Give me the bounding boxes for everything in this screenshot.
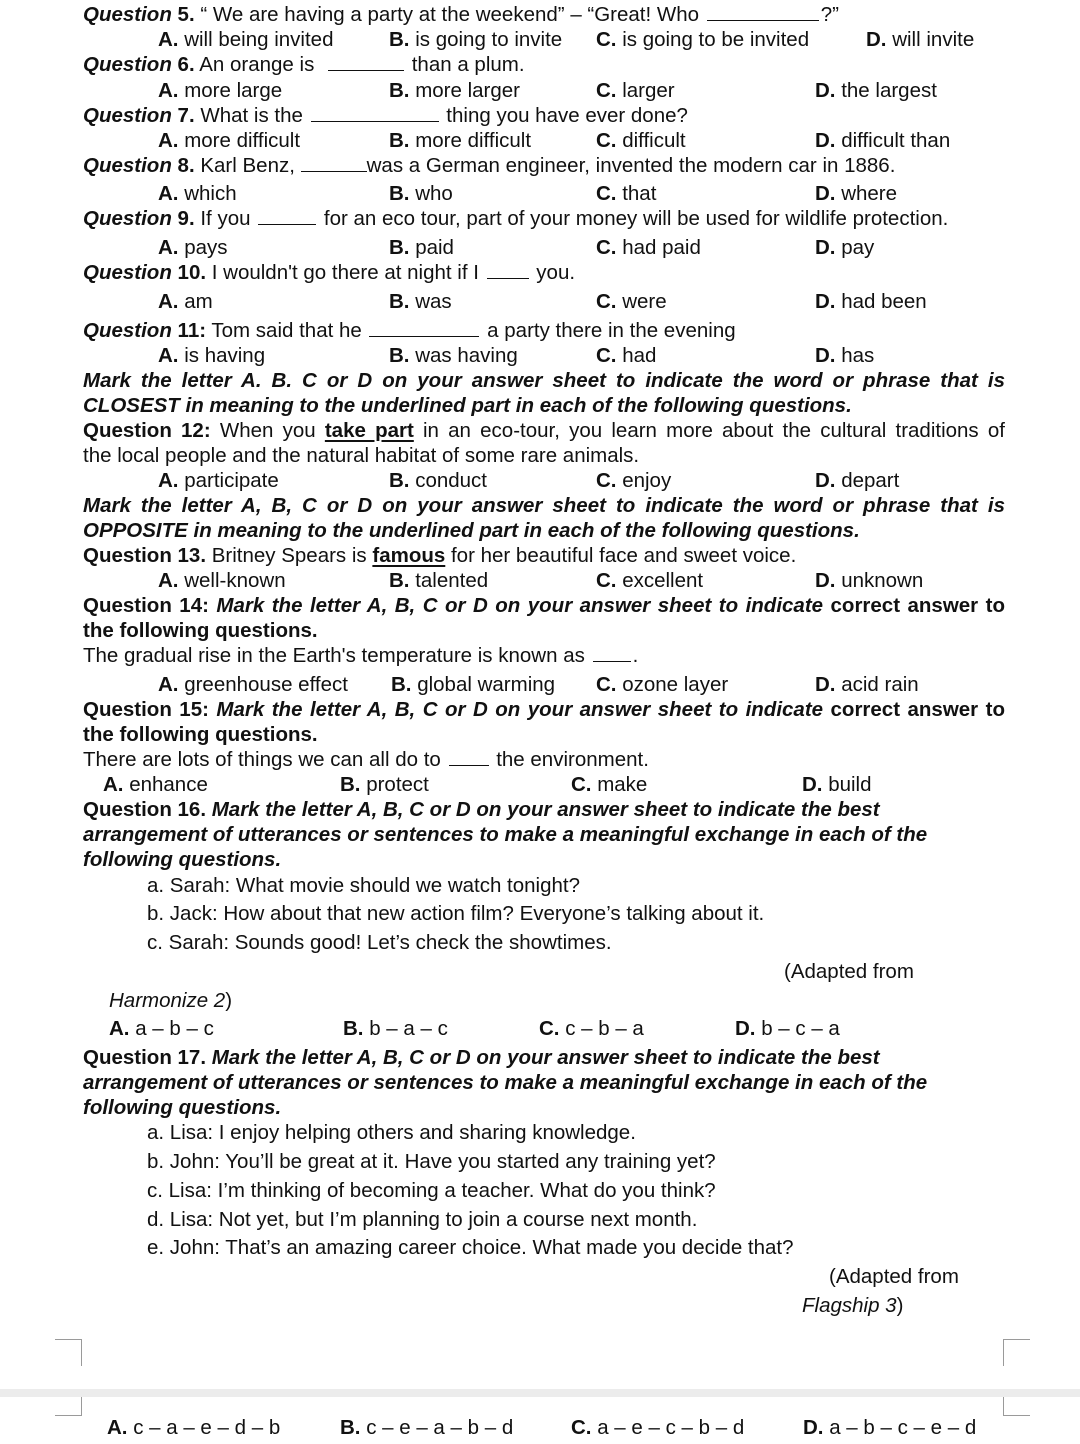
option-d[interactable]: D. where xyxy=(815,182,898,205)
question-label: Question 13. xyxy=(83,544,207,567)
option-d[interactable]: D. the largest xyxy=(815,79,937,102)
question-12-stem: Question 12: When you take part in an eco-tour, you learn more about the cultural traditions of xyxy=(83,419,1005,442)
option-b[interactable]: B. talented xyxy=(389,569,489,592)
instruction-closest-line2: CLOSEST in meaning to the underlined part in each of the following questions. xyxy=(83,394,852,417)
option-a[interactable]: A. well-known xyxy=(158,569,286,592)
crop-mark-top-left xyxy=(55,1339,82,1366)
question-number: 10. xyxy=(177,261,207,284)
option-a[interactable]: A. pays xyxy=(158,236,228,259)
option-d[interactable]: D. b – c – a xyxy=(735,1017,840,1040)
option-c[interactable]: C. ozone layer xyxy=(596,673,729,696)
question-number: 8. xyxy=(177,154,195,177)
option-d[interactable]: D. difficult than xyxy=(815,129,951,152)
option-d[interactable]: D. a – b – c – e – d xyxy=(803,1416,977,1439)
option-b[interactable]: B. was xyxy=(389,290,452,313)
answer-blank xyxy=(369,318,479,337)
question-9-stem: Question 9. If you for an eco tour, part of your money will be used for wildlife protection. xyxy=(83,207,949,230)
question-number: 5. xyxy=(177,3,195,26)
question-13-stem: Question 13. Britney Spears is famous for her beautiful face and sweet voice. xyxy=(83,544,797,567)
option-c[interactable]: C. is going to be invited xyxy=(596,28,810,51)
option-d[interactable]: D. acid rain xyxy=(815,673,919,696)
question-number: 11: xyxy=(177,319,207,342)
question-label: Question 14: xyxy=(83,594,209,617)
option-a[interactable]: A. am xyxy=(158,290,213,313)
source-citation-title: Harmonize 2) xyxy=(109,989,233,1012)
dialogue-line-a: a. Lisa: I enjoy helping others and sharing knowledge. xyxy=(147,1121,636,1144)
question-number: 7. xyxy=(177,104,195,127)
option-c[interactable]: C. excellent xyxy=(596,569,704,592)
question-11-stem: Question 11: Tom said that he a party there in the evening xyxy=(83,319,736,342)
source-citation: (Adapted from xyxy=(784,960,914,983)
option-b[interactable]: B. who xyxy=(389,182,453,205)
option-c[interactable]: C. larger xyxy=(596,79,675,102)
dialogue-line-c: c. Lisa: I’m thinking of becoming a teacher. What do you think? xyxy=(147,1179,716,1202)
dialogue-line-c: c. Sarah: Sounds good! Let’s check the showtimes. xyxy=(147,931,612,954)
answer-blank xyxy=(328,52,404,71)
answer-blank xyxy=(707,2,819,21)
option-c[interactable]: C. a – e – c – b – d xyxy=(571,1416,745,1439)
instruction-closest-line1: Mark the letter A. B. C or D on your answer sheet to indicate the word or phrase that is xyxy=(83,369,1005,392)
option-c[interactable]: C. make xyxy=(571,773,648,796)
answer-blank xyxy=(449,747,489,766)
option-d[interactable]: D. had been xyxy=(815,290,927,313)
option-c[interactable]: C. enjoy xyxy=(596,469,672,492)
answer-blank xyxy=(301,153,367,172)
underlined-phrase: take part xyxy=(324,419,414,442)
answer-blank xyxy=(311,103,439,122)
option-a[interactable]: A. will being invited xyxy=(158,28,334,51)
question-label: Question xyxy=(83,3,172,26)
option-d[interactable]: D. has xyxy=(815,344,875,367)
question-16-header-line2: arrangement of utterances or sentences to make a meaningful exchange in each of the xyxy=(83,823,928,846)
option-d[interactable]: D. depart xyxy=(815,469,900,492)
crop-mark-bottom-right xyxy=(1003,1397,1030,1416)
option-b[interactable]: B. was having xyxy=(389,344,518,367)
dialogue-line-b: b. John: You’ll be great at it. Have you started any training yet? xyxy=(147,1150,716,1173)
option-a[interactable]: A. c – a – e – d – b xyxy=(107,1416,281,1439)
source-citation: (Adapted from xyxy=(829,1265,959,1288)
instruction-opposite-line2: OPPOSITE in meaning to the underlined part in each of the following questions. xyxy=(83,519,860,542)
option-c[interactable]: C. had paid xyxy=(596,236,701,259)
option-b[interactable]: B. c – e – a – b – d xyxy=(340,1416,514,1439)
option-b[interactable]: B. global warming xyxy=(391,673,556,696)
question-6-stem: Question 6. An orange is than a plum. xyxy=(83,53,525,76)
question-15-header-line2: the following questions. xyxy=(83,723,318,746)
answer-blank xyxy=(258,206,316,225)
question-16-header: Question 16. Mark the letter A, B, C or D on your answer sheet to indicate the best xyxy=(83,798,880,821)
question-number: 6. xyxy=(177,53,195,76)
option-a[interactable]: A. more difficult xyxy=(158,129,301,152)
question-14-header-line2: the following questions. xyxy=(83,619,318,642)
option-b[interactable]: B. conduct xyxy=(389,469,487,492)
underlined-word: famous xyxy=(372,544,446,567)
question-8-stem: Question 8. Karl Benz, was a German engineer, invented the modern car in 1886. xyxy=(83,154,896,177)
question-label: Question xyxy=(83,53,172,76)
option-a[interactable]: A. is having xyxy=(158,344,266,367)
question-number: 9. xyxy=(177,207,195,230)
option-a[interactable]: A. more large xyxy=(158,79,283,102)
question-label: Question 12: xyxy=(83,419,211,442)
question-16-header-line3: following questions. xyxy=(83,848,282,871)
question-label: Question 16. xyxy=(83,798,207,821)
option-c[interactable]: C. were xyxy=(596,290,667,313)
question-label: Question xyxy=(83,207,172,230)
question-17-header: Question 17. Mark the letter A, B, C or D on your answer sheet to indicate the best xyxy=(83,1046,880,1069)
dialogue-line-d: d. Lisa: Not yet, but I’m planning to join a course next month. xyxy=(147,1208,698,1231)
question-15-header: Question 15: Mark the letter A, B, C or D on your answer sheet to indicate correct answer to xyxy=(83,698,1005,721)
question-17-header-line2: arrangement of utterances or sentences to make a meaningful exchange in each of the xyxy=(83,1071,928,1094)
question-10-stem: Question 10. I wouldn't go there at night if I you. xyxy=(83,261,576,284)
question-17-header-line3: following questions. xyxy=(83,1096,282,1119)
option-a[interactable]: A. enhance xyxy=(103,773,208,796)
question-label: Question xyxy=(83,104,172,127)
option-b[interactable]: B. b – a – c xyxy=(343,1017,448,1040)
option-b[interactable]: B. paid xyxy=(389,236,454,259)
question-14-stem: The gradual rise in the Earth's temperature is known as . xyxy=(83,644,639,667)
question-7-stem: Question 7. What is the thing you have ever done? xyxy=(83,104,688,127)
question-14-header: Question 14: Mark the letter A, B, C or D on your answer sheet to indicate correct answer to xyxy=(83,594,1005,617)
option-a[interactable]: A. participate xyxy=(158,469,279,492)
option-c[interactable]: C. that xyxy=(596,182,657,205)
option-a[interactable]: A. greenhouse effect xyxy=(158,673,348,696)
option-a[interactable]: A. a – b – c xyxy=(109,1017,214,1040)
answer-blank xyxy=(487,260,529,279)
option-b[interactable]: B. more difficult xyxy=(389,129,532,152)
dialogue-line-b: b. Jack: How about that new action film? Everyone’s talking about it. xyxy=(147,902,765,925)
option-d[interactable]: D. build xyxy=(802,773,872,796)
question-label: Question 17. xyxy=(83,1046,207,1069)
page-break xyxy=(0,1389,1080,1397)
option-d[interactable]: D. unknown xyxy=(815,569,924,592)
instruction-opposite-line1: Mark the letter A, B, C or D on your answer sheet to indicate the word or phrase that is xyxy=(83,494,1005,517)
question-label: Question xyxy=(83,154,172,177)
dialogue-line-e: e. John: That’s an amazing career choice. What made you decide that? xyxy=(147,1236,794,1259)
question-15-stem: There are lots of things we can all do to the environment. xyxy=(83,748,649,771)
dialogue-line-a: a. Sarah: What movie should we watch tonight? xyxy=(147,874,581,897)
option-c[interactable]: C. difficult xyxy=(596,129,686,152)
question-label: Question 15: xyxy=(83,698,209,721)
option-a[interactable]: A. which xyxy=(158,182,237,205)
option-b[interactable]: B. is going to invite xyxy=(389,28,563,51)
option-c[interactable]: C. had xyxy=(596,344,657,367)
question-label: Question xyxy=(83,319,172,342)
source-citation-title: Flagship 3) xyxy=(802,1294,904,1317)
crop-mark-top-right xyxy=(1003,1339,1030,1366)
answer-blank xyxy=(593,643,631,662)
option-b[interactable]: B. more larger xyxy=(389,79,521,102)
crop-mark-bottom-left xyxy=(55,1397,82,1416)
option-d[interactable]: D. pay xyxy=(815,236,875,259)
question-12-stem-line2: the local people and the natural habitat of some rare animals. xyxy=(83,444,640,467)
question-label: Question xyxy=(83,261,172,284)
question-5-stem: Question 5. “ We are having a party at the weekend” – “Great! Who ?” xyxy=(83,3,839,26)
option-d[interactable]: D. will invite xyxy=(866,28,975,51)
option-b[interactable]: B. protect xyxy=(340,773,429,796)
option-c[interactable]: C. c – b – a xyxy=(539,1017,644,1040)
